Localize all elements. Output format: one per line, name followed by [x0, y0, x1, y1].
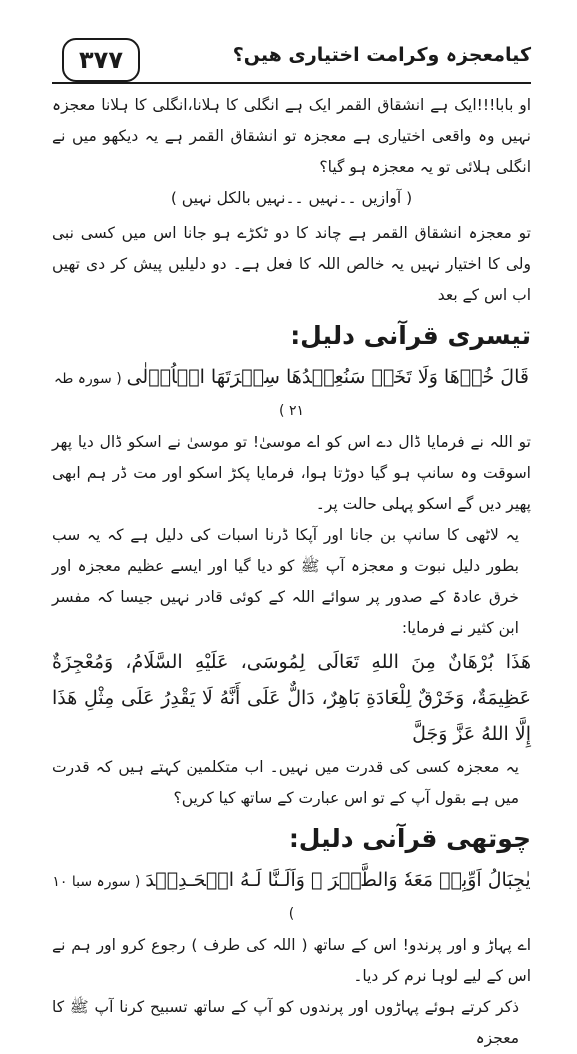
- quran-verse: [52, 862, 531, 930]
- section-heading-fourth-proof: چوتھی قرآنی دلیل:: [288, 824, 531, 853]
- page-header: [52, 18, 531, 84]
- page-number: ۳۷۷: [62, 38, 140, 82]
- ayah-text: قَالَ خُذۡهَا وَلَا تَخَفۡ سَنُعِيۡدُهَا سِيۡرَتَهَا الۡاُوۡلٰى: [126, 366, 529, 388]
- paragraph: اے پہاڑ و اور پرندو! اس کے ساتھ ( اللہ کی طرف ) رجوع کرو اور ہم نے اس کے لیے لوہا نرم کر دیا۔: [52, 936, 531, 985]
- paragraph: ذکر کرتے ہوئے پہاڑوں اور پرندوں کو آپ کے ساتھ تسبیح کرنا آپ ﷺ کا معجزہ: [52, 998, 519, 1047]
- arabic-quote: هَذَا بُرْهَانٌ مِنَ اللهِ تَعَالَى لِمُوسَى، عَلَيْهِ السَّلَامُ، وَمُعْجِزَةٌ عَظِيمَةٌ، وَخَرْقٌ لِلْعَادَةِ بَاهِرٌ، دَالٌّ عَلَى أَنَّهُ لَا يَقْدِرُ عَلَى مِثْلِ هَذَا إِلَّا اللهُ عَزَّ وَجَلَّ: [52, 651, 531, 745]
- paragraph: تو اللہ نے فرمایا ڈال دے اس کو اے موسیٰ! تو موسیٰ نے اسکو ڈال دیا پھر اسوقت وہ سانپ ہو گیا دوڑتا ہوا، فرمایا پکڑ اسکو اور مت ڈر ہم ابھی پھیر دیں گے اسکو پہلی حالت پر۔: [52, 433, 531, 513]
- ayah-reference: ( سورہ طہ ۲۱ ): [54, 371, 304, 419]
- paragraph: تو معجزہ انشقاق القمر ہے چاند کا دو ٹکڑے ہو جانا اس میں کسی نبی ولی کا اختیار نہیں یہ خالص اللہ کا فعل ہے۔ دو دلیلیں پیش کر دی تھیں اب اس کے بعد: [52, 224, 531, 304]
- paragraph: یہ معجزہ کسی کی قدرت میں نہیں۔ اب متکلمین کہتے ہیں کہ قدرت میں ہے بقول آپ کے تو اس عبارت کے ساتھ کیا کریں؟: [52, 758, 519, 807]
- paragraph: یہ لاٹھی کا سانپ بن جانا اور آپکا ڈرنا اسبات کی دلیل ہے کہ یہ سب بطور دلیل نبوت و معجزہ آپ ﷺ کو دیا گیا اور ایسے عظیم معجزہ اور خرق عادۃ کے صدور پر سوائے اللہ کے کوئی قادر نہیں جیسا کہ مفسر ابن کثیر نے فرمایا:: [52, 526, 519, 637]
- page-body: [52, 90, 531, 1054]
- section-heading-third-proof: تیسری قرآنی دلیل:: [290, 321, 531, 350]
- ayah-reference: ( سورہ سبا ۱۰ ): [52, 874, 295, 922]
- quran-verse: [52, 359, 531, 427]
- running-title: کیامعجزہ وکرامت اختیاری ھیں؟: [232, 44, 531, 66]
- ayah-text: يٰجِبَالُ اَوِّبِىۡ مَعَهٗ وَالطَّيۡرَ ۚ وَاَلَـنَّا لَـهُ الۡحَـدِيۡدَ: [145, 869, 531, 891]
- document-page: [0, 18, 577, 1047]
- audience-response: ( آوازیں ۔۔نہیں ۔۔نہیں بالکل نہیں ): [170, 189, 413, 207]
- paragraph: او بابا!!!ایک ہے انشقاق القمر ایک ہے انگلی کا ہلانا،انگلی کا ہلانا معجزہ نہیں وہ واقعی اختیاری ہے معجزہ تو انشقاق القمر ہے یہ دیکھو میں نے انگلی ہلائی تو یہ معجزہ ہو گیا؟: [52, 96, 531, 176]
